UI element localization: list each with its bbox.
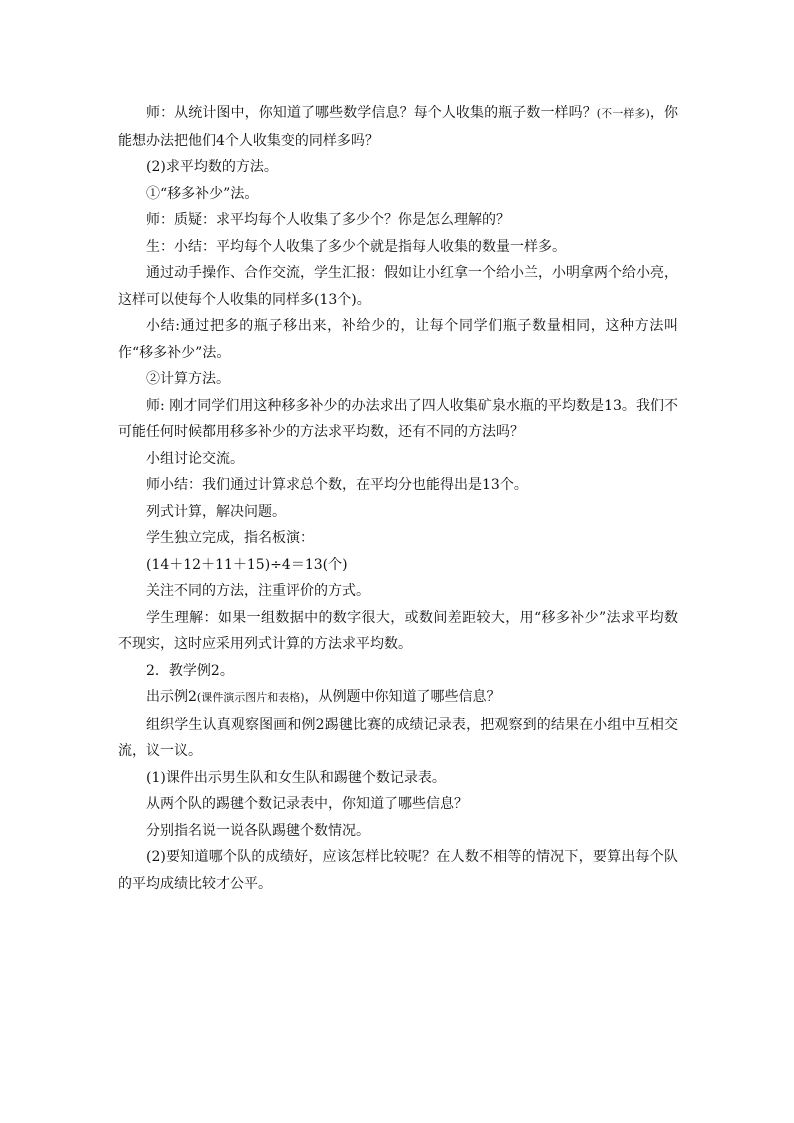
paragraph-20: (1)课件出示男生队和女生队和踢毽个数记录表。 xyxy=(146,769,446,786)
paragraph-1-note: (不一样多) xyxy=(596,107,650,120)
paragraph-19: 组织学生认真观察图画和例2踢毽比赛的成绩记录表，把观察到的结果在小组中互相交流，议一议。 xyxy=(118,716,678,759)
paragraph-2: (2)求平均数的方法。 xyxy=(146,159,278,175)
paragraph-18 xyxy=(118,684,678,712)
paragraph-9: 师: 刚才同学们用这种移多补少的办法求出了四人收集矿泉水瓶的平均数是13。我们不可能任何时候都用移多补少的方法求平均数，还有不同的方法吗？ xyxy=(118,397,678,440)
paragraph-23: (2)要知道哪个队的成绩好，应该怎样比较呢？在人数不相等的情况下，要算出每个队的平均成绩比较才公平。 xyxy=(118,849,678,892)
paragraph-8: ②计算方法。 xyxy=(146,371,230,387)
document-body xyxy=(118,100,678,897)
paragraph-12: 列式计算，解决问题。 xyxy=(146,503,286,520)
paragraph-4: 师：质疑：求平均每个人收集了多少个？你是怎么理解的？ xyxy=(146,212,510,228)
paragraph-22: 分别指名说一说各队踢毽个数情况。 xyxy=(146,822,370,839)
paragraph-13: 学生独立完成，指名板演： xyxy=(146,530,314,546)
paragraph-1-text: 师：从统计图中，你知道了哪些数学信息？每个人收集的瓶子数一样吗？ xyxy=(146,105,597,121)
paragraph-14: (14＋12＋11＋15)÷4＝13(个) xyxy=(146,556,348,573)
paragraph-18-note: (课件演示图片和表格) xyxy=(196,691,305,704)
paragraph-11: 师小结：我们通过计算求总个数，在平均分也能得出是13个。 xyxy=(146,477,528,493)
paragraph-5: 生：小结：平均每个人收集了多少个就是指每人收集的数量一样多。 xyxy=(146,238,566,255)
paragraph-7: 小结:通过把多的瓶子移出来，补给少的，让每个同学们瓶子数量相同，这种方法叫作“移多补少”法。 xyxy=(118,318,678,361)
paragraph-3: ①“移多补少”法。 xyxy=(146,185,259,202)
paragraph-1-tail: ，你能想办法把他们4个人收集变的同样多吗？ xyxy=(118,105,679,149)
paragraph-21: 从两个队的踢毽个数记录表中，你知道了哪些信息？ xyxy=(146,796,468,812)
paragraph-16: 学生理解：如果一组数据中的数字很大，或数间差距较大，用“移多补少”法求平均数不现实，这时应采用列式计算的方法求平均数。 xyxy=(118,609,678,652)
paragraph-17: 2．教学例2。 xyxy=(146,662,234,679)
paragraph-6: 通过动手操作、合作交流，学生汇报：假如让小红拿一个给小兰，小明拿两个给小亮，这样可以使每个人收集的同样多(13个)。 xyxy=(118,265,678,308)
paragraph-1 xyxy=(118,100,678,154)
paragraph-18-text: 出示例2 xyxy=(146,689,197,705)
paragraph-18-tail: ，从例题中你知道了哪些信息？ xyxy=(304,689,501,705)
paragraph-15: 关注不同的方法，注重评价的方式。 xyxy=(146,583,370,599)
paragraph-10: 小组讨论交流。 xyxy=(146,450,244,467)
